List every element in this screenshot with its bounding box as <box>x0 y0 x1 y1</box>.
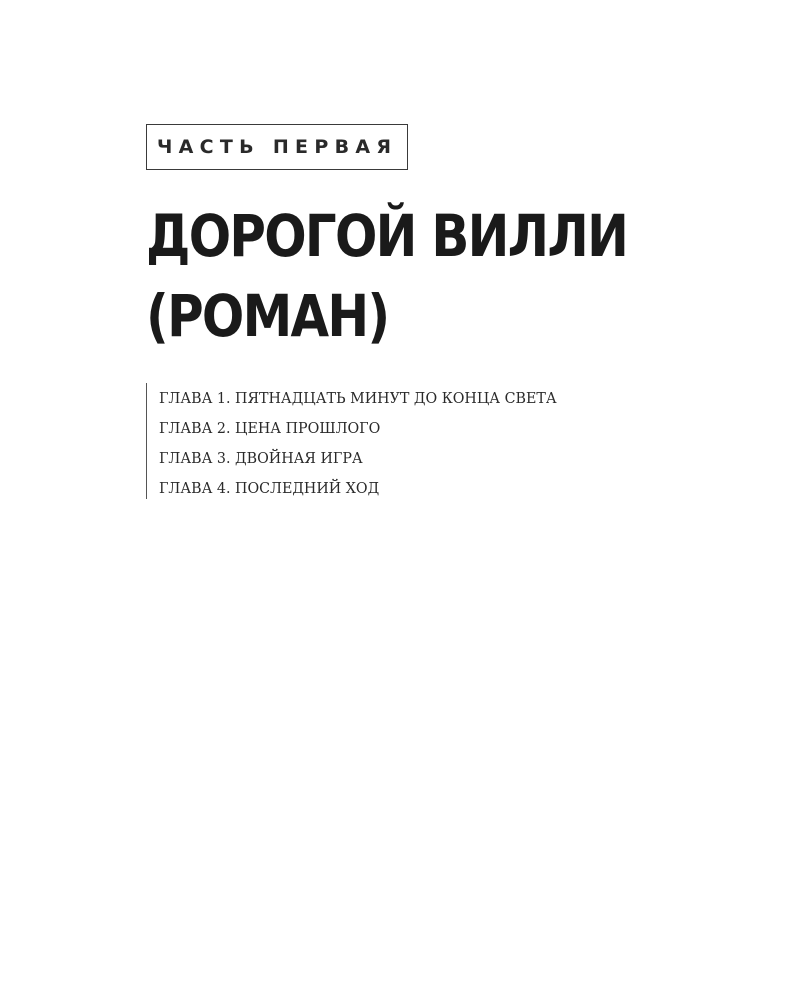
chapter-item-3: ГЛАВА 3. ДВОЙНАЯ ИГРА <box>159 449 363 467</box>
chapter-item-4: ГЛАВА 4. ПОСЛЕДНИЙ ХОД <box>159 479 380 497</box>
chapter-item-2: ГЛАВА 2. ЦЕНА ПРОШЛОГО <box>159 419 381 437</box>
book-title-line-1: ДОРОГОЙ ВИЛЛИ <box>146 202 628 270</box>
part-label-box <box>146 124 408 170</box>
book-title <box>146 196 627 356</box>
book-title-line-2: (РОМАН) <box>146 282 389 350</box>
part-label: ЧАСТЬ ПЕРВАЯ <box>157 136 398 158</box>
chapter-item-1: ГЛАВА 1. ПЯТНАДЦАТЬ МИНУТ ДО КОНЦА СВЕТА <box>159 389 557 407</box>
chapter-list <box>146 383 578 499</box>
